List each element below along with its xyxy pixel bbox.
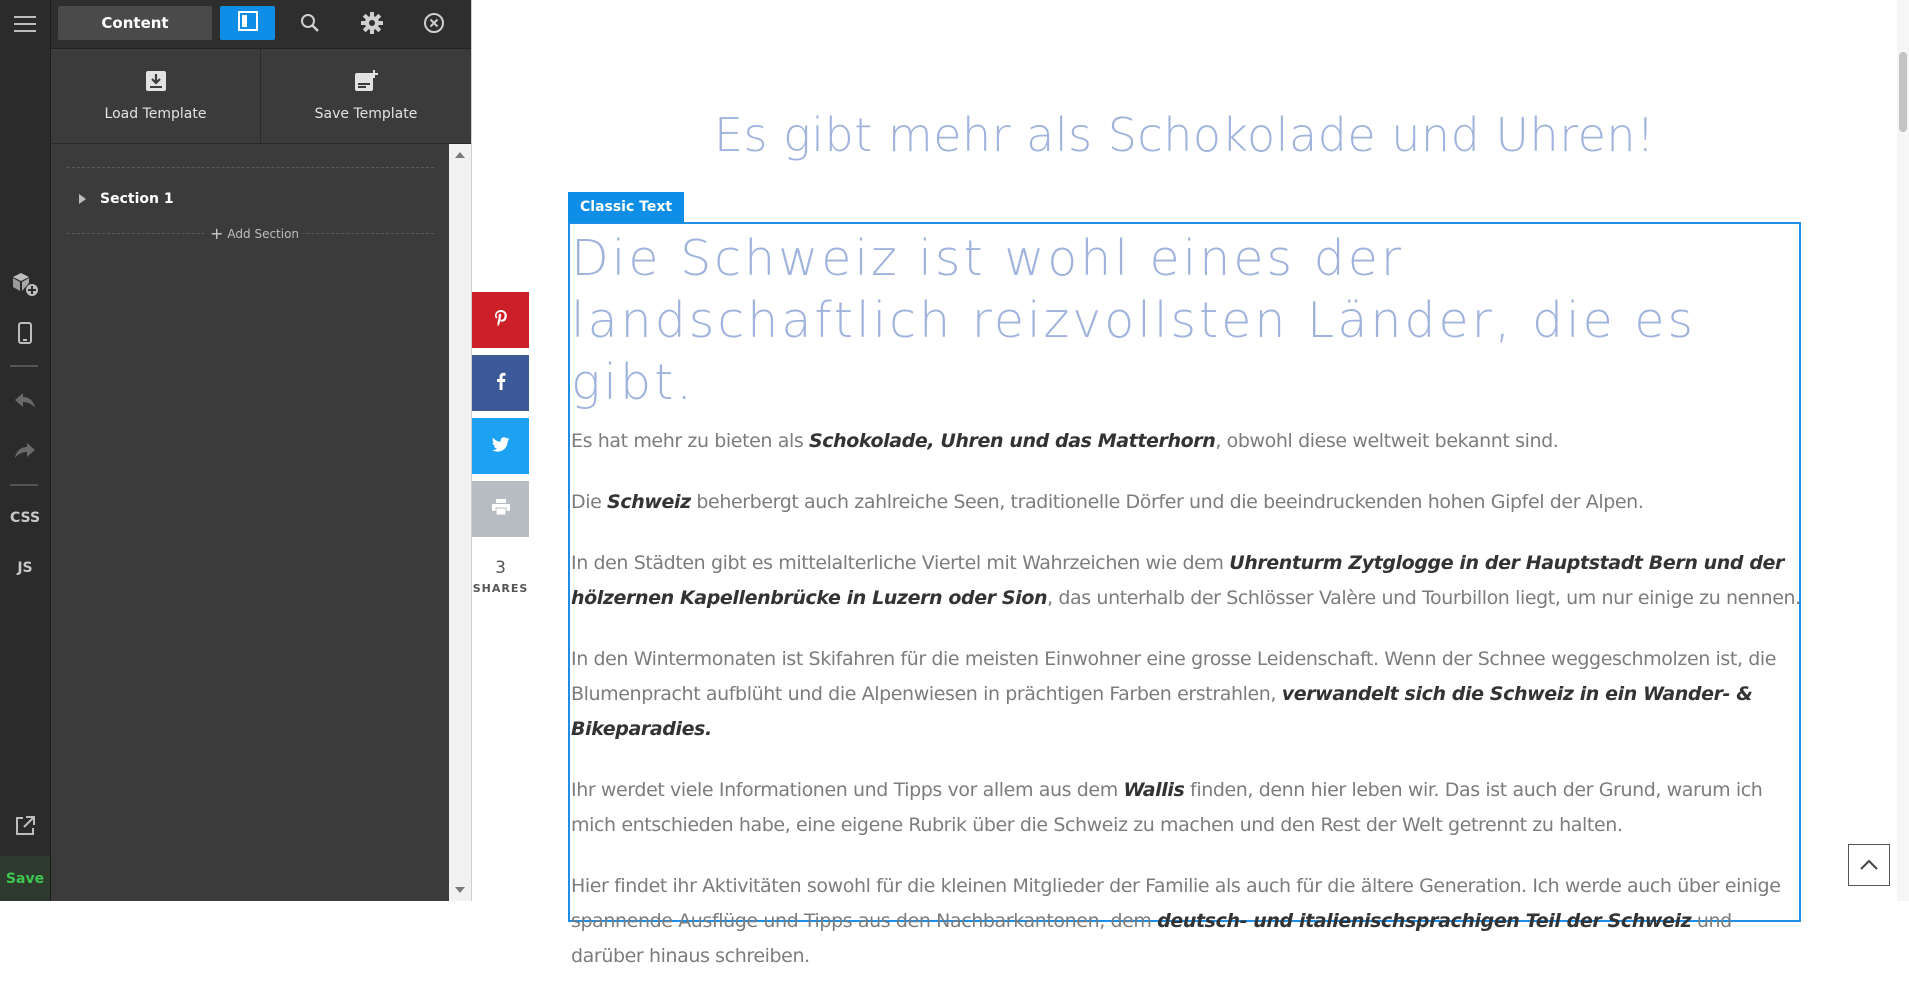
dropzone-divider	[67, 167, 434, 168]
section-outline	[51, 144, 449, 901]
panel-scrollbar[interactable]	[449, 144, 471, 901]
sidebar-layout-icon	[238, 11, 258, 35]
headline: Die Schweiz ist wohl eines der landschaftlich reizvollsten Länder, die es gibt.	[571, 230, 1697, 411]
toolbar-divider	[10, 365, 38, 367]
paragraph: Es hat mehr zu bieten als Schokolade, Uhren und das Matterhorn, obwohl diese weltweit bekannt sind.	[571, 430, 1559, 452]
twitter-icon	[492, 437, 510, 456]
section-label: Section 1	[100, 191, 174, 207]
paragraph: Die Schweiz beherbergt auch zahlreiche Seen, traditionelle Dörfer und die beeindruckenden hohen Gipfel der Alpen.	[571, 491, 1644, 513]
toolbar-divider	[10, 484, 38, 486]
paragraph: In den Städten gibt es mittelalterliche Viertel mit Wahrzeichen wie dem Uhrenturm Zytglogge in der Hauptstadt Bern und der hölzernen Kapellenbrücke in Luzern oder Sion, das unterhalb der Schlösser Valère und Tourbillon liegt, um nur einige zu nennen.	[571, 552, 1801, 609]
scroll-down-icon[interactable]	[455, 887, 465, 893]
paragraph: Hier findet ihr Aktivitäten sowohl für die kleinen Mitglieder der Familie als auch für die ältere Generation. Ich werde auch über einige spannende Ausflüge und Tipps aus den Nachbarkantonen, dem deutsch- und italienischsprachigen Teil der Schweiz und darüber hinaus schreiben.	[571, 875, 1781, 967]
back-to-top-button[interactable]	[1848, 844, 1890, 886]
add-section-button[interactable]	[206, 224, 303, 243]
gear-icon[interactable]	[347, 6, 397, 40]
hamburger-menu-icon[interactable]	[0, 4, 50, 44]
caret-right-icon[interactable]	[79, 194, 86, 204]
share-count-label: SHARES	[472, 582, 529, 595]
pinterest-share-button[interactable]	[472, 292, 529, 348]
redo-icon[interactable]	[0, 430, 50, 470]
js-button[interactable]: JS	[17, 560, 33, 576]
scroll-up-icon[interactable]	[455, 152, 465, 158]
section-row[interactable]	[79, 191, 174, 207]
save-template-label: Save Template	[314, 106, 418, 122]
plus-icon: +	[210, 224, 224, 243]
tab-layout[interactable]	[220, 6, 275, 40]
save-template-button[interactable]	[261, 49, 471, 143]
chevron-up-icon	[1859, 856, 1879, 875]
paragraph: Ihr werdet viele Informationen und Tipps vor allem aus dem Wallis finden, denn hier leben wir. Das ist auch der Grund, warum ich mich entschieden habe, eine eigene Rubrik über die Schweiz zu machen und den Rest der Welt getrennt zu halten.	[571, 779, 1763, 836]
page-preview	[472, 0, 1909, 967]
undo-icon[interactable]	[0, 380, 50, 420]
css-button[interactable]: CSS	[9, 510, 41, 526]
paragraph: In den Wintermonaten ist Skifahren für die meisten Einwohner eine grosse Leidenschaft. Wenn der Schnee weggeschmolzen ist, die Blumenpracht aufblüht und die Alpenwiesen in prächtigen Farben erstrahlen, verwandelt sich die Schweiz in ein Wander- & Bikeparadies.	[571, 648, 1777, 740]
panel-tabs	[51, 0, 471, 49]
download-icon	[145, 70, 167, 96]
pinterest-icon	[494, 309, 508, 331]
external-link-icon[interactable]	[0, 806, 50, 846]
printer-icon	[492, 499, 510, 519]
twitter-share-button[interactable]	[472, 418, 529, 474]
builder-panel	[51, 0, 471, 901]
element-label-classic-text[interactable]: Classic Text	[568, 192, 684, 222]
search-icon[interactable]	[285, 6, 335, 40]
share-count-number: 3	[495, 558, 506, 578]
close-icon[interactable]	[409, 6, 459, 40]
tab-content[interactable]: Content	[58, 6, 212, 40]
scrollbar-thumb[interactable]	[1899, 52, 1907, 132]
save-template-icon	[354, 70, 378, 96]
add-element-icon[interactable]	[0, 264, 50, 304]
facebook-share-button[interactable]	[472, 355, 529, 411]
preview-scrollbar[interactable]	[1897, 0, 1909, 901]
save-button[interactable]: Save	[0, 856, 50, 901]
facebook-icon	[496, 372, 506, 394]
responsive-view-icon[interactable]	[0, 313, 50, 353]
load-template-label: Load Template	[104, 106, 207, 122]
classic-text-element[interactable]	[571, 224, 1803, 1000]
page-title[interactable]: Es gibt mehr als Schokolade und Uhren!	[713, 108, 1656, 162]
left-toolbar	[0, 0, 51, 901]
print-share-button[interactable]	[472, 481, 529, 537]
load-template-button[interactable]	[51, 49, 261, 143]
share-count	[472, 558, 529, 595]
add-section-label: Add Section	[227, 226, 300, 241]
